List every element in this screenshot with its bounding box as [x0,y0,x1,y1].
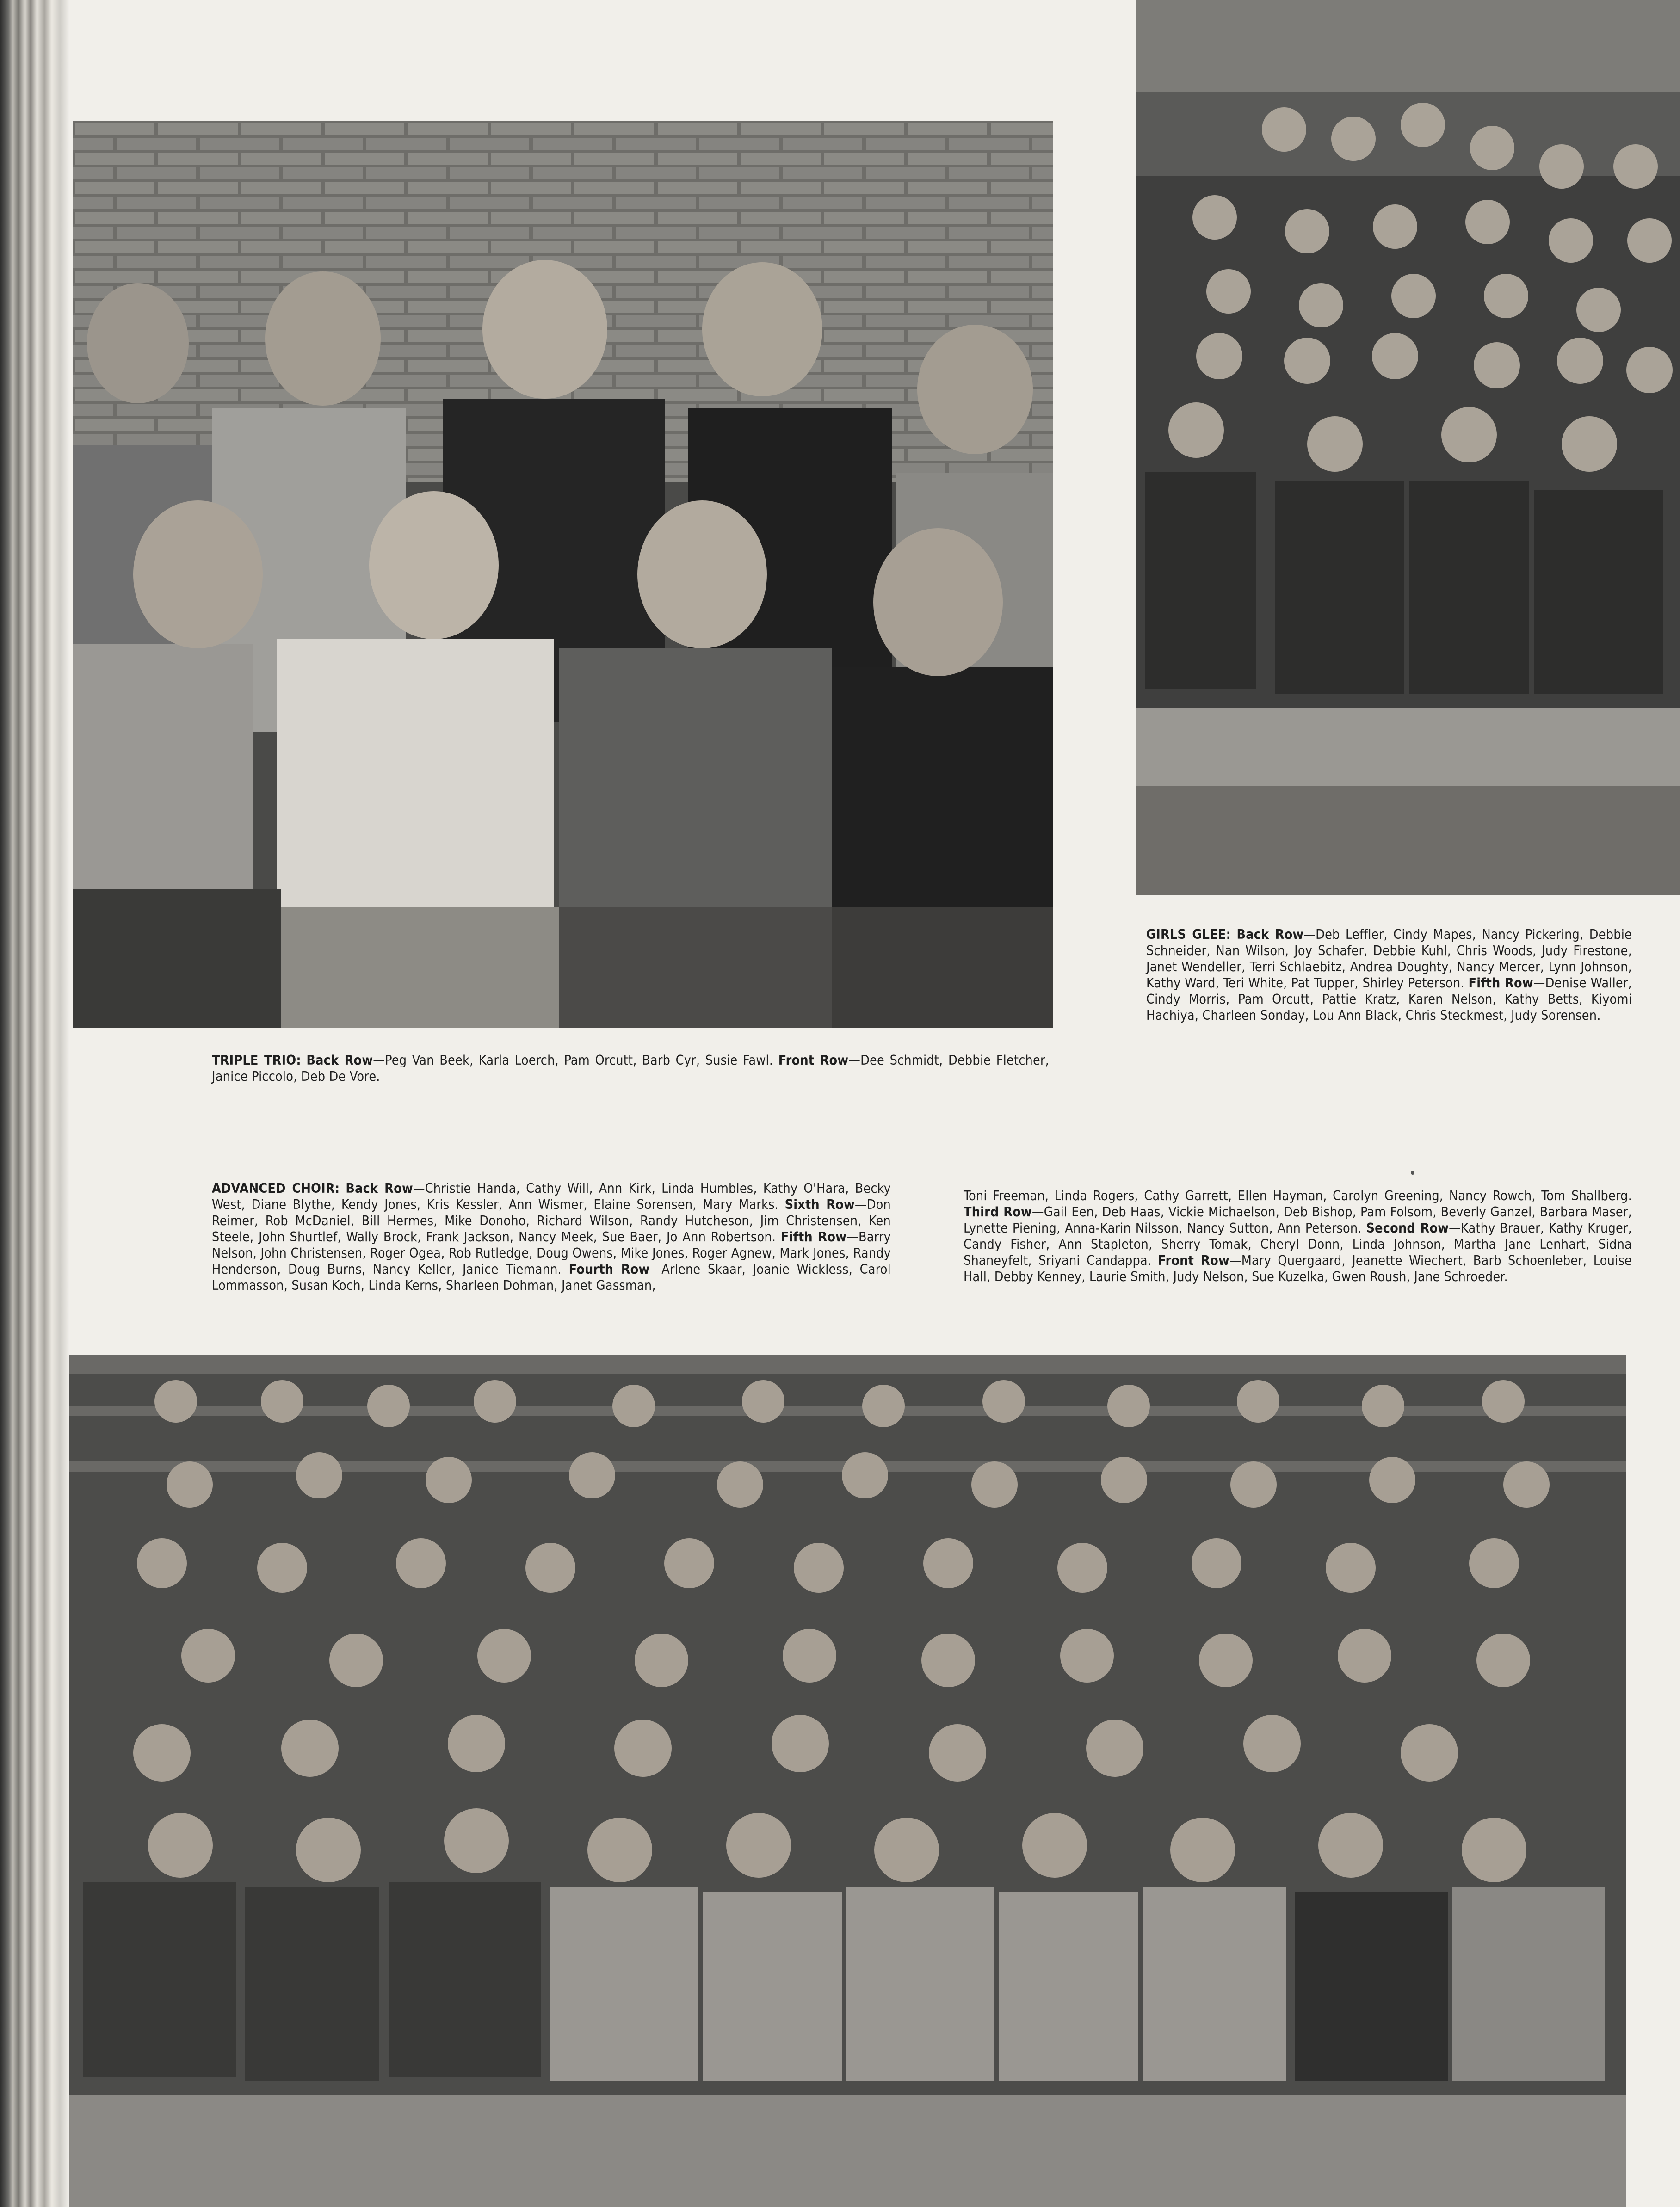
advanced-choir-fourth-row-label: Fourth Row [568,1262,650,1277]
advanced-choir-second-row: —Kathy Brauer, Kathy Kruger, Candy Fisher, Ann Stapleton, Sherry Tomak, Cheryl Donn, Linda Johnson, Martha Jane Lenhart, Sidna Shaneyfelt, Sriyani Candappa. [964,1221,1632,1268]
girls-glee-fifth-row-label: Fifth Row [1468,975,1533,991]
advanced-choir-fourth-row-continued: Toni Freeman, Linda Rogers, Cathy Garrett, Ellen Hayman, Carolyn Greening, Nancy Rowch, Tom Shallberg. [964,1188,1632,1203]
advanced-choir-caption-col1 [212,1180,891,1294]
girls-glee-heading: GIRLS GLEE: [1146,927,1231,942]
advanced-choir-sixth-row-label: Sixth Row [784,1197,855,1212]
girls-glee-fifth-row: —Denise Waller, Cindy Morris, Pam Orcutt, Pattie Kratz, Karen Nelson, Kathy Betts, Kiyomi Hachiya, Charleen Sonday, Lou Ann Black, Chris Steckmest, Judy Sorensen. [1146,975,1632,1023]
advanced-choir-front-row: —Mary Quergaard, Jeanette Wiechert, Barb Schoenleber, Louise Hall, Debby Kenney, Laurie Smith, Judy Nelson, Sue Kuzelka, Gwen Roush, Jane Schroeder. [964,1253,1632,1284]
girls-glee-photo [1136,0,1680,895]
advanced-choir-back-row-label: Back Row [346,1181,413,1196]
advanced-choir-back-row: —Christie Handa, Cathy Will, Ann Kirk, Linda Humbles, Kathy O'Hara, Becky West, Diane Blythe, Kendy Jones, Kris Kessler, Ann Wismer, Elaine Sorensen, Mary Marks. [212,1181,891,1212]
triple-trio-front-row: —Dee Schmidt, Debbie Fletcher, Janice Piccolo, Deb De Vore. [212,1053,1050,1084]
advanced-choir-fourth-row: —Arlene Skaar, Joanie Wickless, Carol Lommasson, Susan Koch, Linda Kerns, Sharleen Dohman, Janet Gassman, [212,1262,891,1293]
advanced-choir-photo-image [69,1355,1626,2207]
girls-glee-caption [1146,926,1632,1023]
advanced-choir-caption-col2 [964,1188,1632,1285]
girls-glee-photo-image [1136,0,1680,895]
advanced-choir-sixth-row: —Don Reimer, Rob McDaniel, Bill Hermes, Mike Donoho, Richard Wilson, Randy Hutcheson, Jim Christensen, Ken Steele, John Shurtlef, Wally Brock, Frank Jackson, Nancy Meek, Sue Baer, Jo Ann Robertson. [212,1197,891,1245]
advanced-choir-fifth-row: —Barry Nelson, John Christensen, Roger Ogea, Rob Rutledge, Doug Owens, Mike Jones, Roger Agnew, Mark Jones, Randy Henderson, Doug Burns, Nancy Keller, Janice Tiemann. [212,1229,891,1277]
triple-trio-back-row: —Peg Van Beek, Karla Loerch, Pam Orcutt, Barb Cyr, Susie Fawl. [373,1053,773,1068]
book-binding-edge [0,0,69,2207]
advanced-choir-third-row: —Gail Een, Deb Haas, Vickie Michaelson, Deb Bishop, Pam Folsom, Beverly Ganzel, Barbara Maser, Lynette Piening, Anna-Karin Nilsson, Nancy Sutton, Ann Peterson. [964,1204,1632,1236]
girls-glee-back-row-label: Back Row [1236,927,1304,942]
girls-glee-back-row: —Deb Leffler, Cindy Mapes, Nancy Pickering, Debbie Schneider, Nan Wilson, Joy Schafer, Debbie Kuhl, Chris Woods, Judy Firestone, Janet Wendeller, Terri Schlaebitz, Andrea Doughty, Nancy Mercer, Lynn Johnson, Kathy Ward, Teri White, Pat Tupper, Shirley Peterson. [1146,927,1632,991]
advanced-choir-front-row-label: Front Row [1158,1253,1229,1268]
ink-speck [1411,1171,1414,1175]
triple-trio-photo [73,121,1053,1028]
triple-trio-back-row-label: Back Row [306,1053,373,1068]
triple-trio-caption [212,1052,1049,1085]
advanced-choir-second-row-label: Second Row [1366,1221,1449,1236]
triple-trio-photo-image [73,121,1053,1028]
advanced-choir-photo [69,1355,1626,2207]
triple-trio-front-row-label: Front Row [778,1053,849,1068]
advanced-choir-fifth-row-label: Fifth Row [780,1229,847,1245]
advanced-choir-third-row-label: Third Row [964,1204,1032,1220]
triple-trio-heading: TRIPLE TRIO: [212,1053,301,1068]
advanced-choir-heading: ADVANCED CHOIR: [212,1181,340,1196]
